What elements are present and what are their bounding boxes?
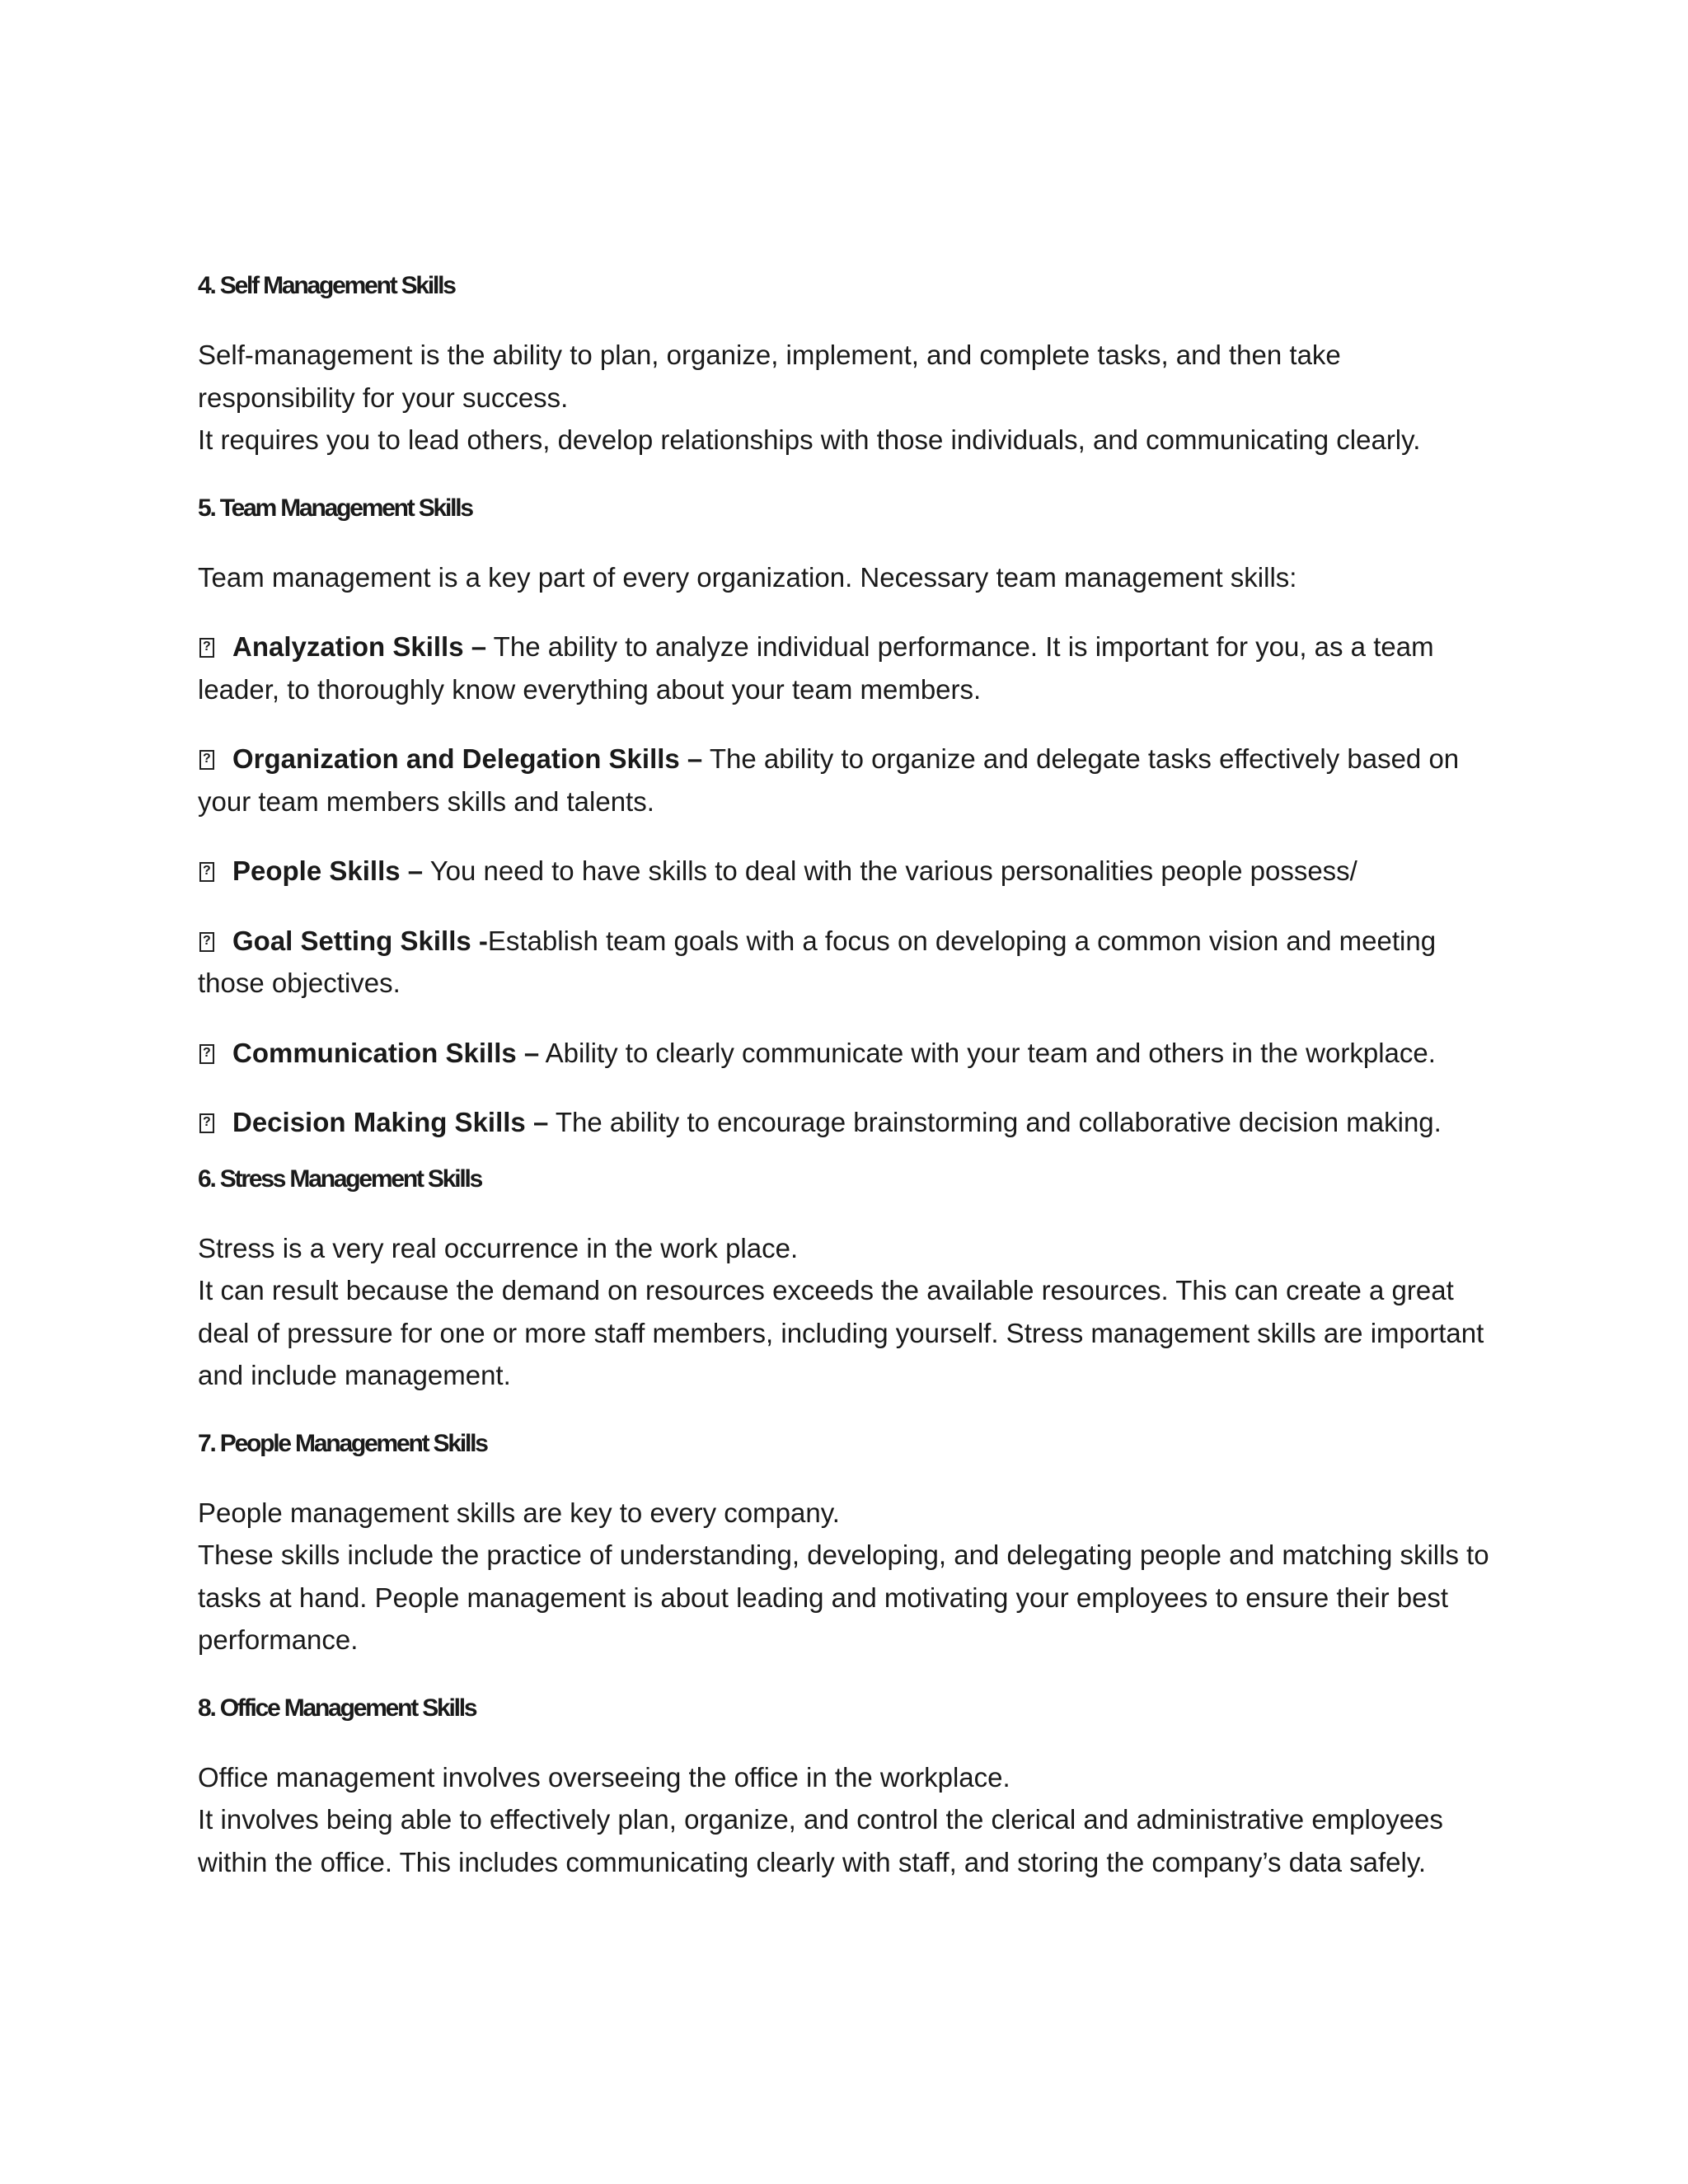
bullet-text: Establish team goals with a focus on developing a common vision and meeting those objectives. [198, 925, 1437, 998]
section-team-management [198, 488, 1508, 1144]
bullet-text: The ability to encourage brainstorming and collaborative decision making. [548, 1107, 1442, 1137]
bullet-box-icon [199, 1044, 214, 1064]
bullet-item-decision-making [198, 1101, 1508, 1144]
bullet-term: Decision Making Skills – [232, 1107, 549, 1137]
bullet-item-analyzation [198, 626, 1508, 710]
bullet-box-icon [199, 1113, 214, 1133]
bullet-term: Organization and Delegation Skills – [232, 743, 703, 774]
document-page [198, 265, 1508, 1910]
section-office-management [198, 1688, 1508, 1884]
bullet-box-icon [199, 750, 214, 770]
bullet-text: Ability to clearly communicate with your team and others in the workplace. [539, 1037, 1436, 1068]
section-heading: 4. Self Management Skills [198, 272, 455, 299]
bullet-item-goal-setting [198, 920, 1508, 1005]
paragraph-line: Office management involves overseeing the office in the workplace. [198, 1761, 1010, 1793]
bullet-box-icon [199, 638, 214, 658]
paragraph-line: Self-management is the ability to plan, organize, implement, and complete tasks, and then take [198, 340, 1341, 370]
bullet-box-icon [199, 932, 214, 952]
bullet-text: You need to have skills to deal with the various personalities people possess/ [423, 855, 1357, 886]
paragraph-line: It requires you to lead others, develop relationships with those individuals, and communicating clearly. [198, 424, 1421, 455]
section-stress-management [198, 1159, 1508, 1397]
bullet-item-communication [198, 1032, 1508, 1075]
paragraph-line: It involves being able to effectively plan, organize, and control the clerical and administrative employees within the office. This includes communicating clearly with staff, and storing the company’s data safely. [198, 1804, 1443, 1877]
section-heading: 7. People Management Skills [198, 1429, 487, 1457]
section-heading: 6. Stress Management Skills [198, 1165, 482, 1193]
section-people-management [198, 1423, 1508, 1661]
paragraph-line: It can result because the demand on resources exceeds the available resources. This can create a great deal of pressure for one or more staff members, including yourself. Stress management skills are important and include management. [198, 1275, 1484, 1390]
section-heading: 5. Team Management Skills [198, 494, 472, 522]
bullet-term: People Skills – [232, 855, 424, 886]
bullet-item-organization [198, 738, 1508, 823]
bullet-term: Analyzation Skills – [232, 631, 487, 662]
paragraph-line: responsibility for your success. [198, 382, 569, 413]
bullet-term: Communication Skills – [232, 1037, 540, 1068]
bullet-item-people [198, 850, 1508, 893]
section-self-management [198, 265, 1508, 462]
paragraph-line: People management skills are key to every company. [198, 1497, 840, 1528]
section-heading: 8. Office Management Skills [198, 1694, 476, 1722]
bullet-term: Goal Setting Skills - [232, 925, 488, 956]
bullet-box-icon [199, 862, 214, 882]
paragraph-line: These skills include the practice of understanding, developing, and delegating people and matching skills to tasks at hand. People management is about leading and motivating your employees to ensure their best performance. [198, 1540, 1489, 1655]
bullet-text: The ability to analyze individual performance. It is important for you, as a team leader, to thoroughly know everything about your team members. [198, 631, 1434, 705]
section-intro: Team management is a key part of every organization. Necessary team management skills: [198, 561, 1297, 593]
bullet-text: The ability to organize and delegate tasks effectively based on your team members skills and talents. [198, 743, 1460, 817]
paragraph-line: Stress is a very real occurrence in the work place. [198, 1232, 799, 1263]
